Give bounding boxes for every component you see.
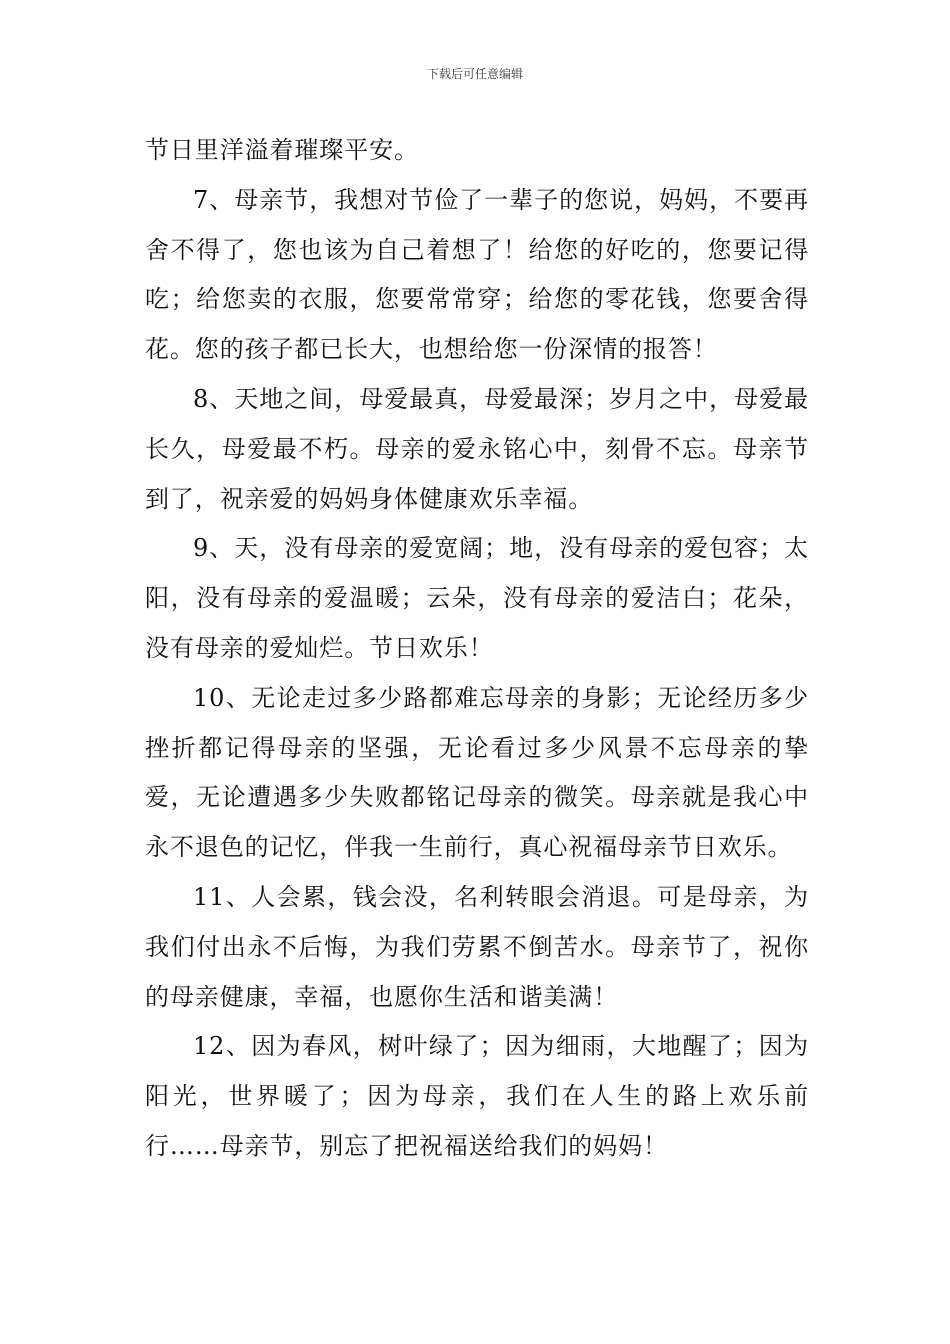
page-header: 下载后可任意编辑	[426, 67, 523, 81]
document-body	[145, 126, 809, 1172]
paragraph-item-11: 11、人会累，钱会没，名利转眼会消退。可是母亲，为我们付出永不后悔，为我们劳累不倒苦水。母亲节了，祝你的母亲健康，幸福，也愿你生活和谐美满！	[145, 882, 809, 1011]
paragraph-item-7: 7、母亲节，我想对节俭了一辈子的您说，妈妈，不要再舍不得了，您也该为自己着想了！给您的好吃的，您要记得吃；给您卖的衣服，您要常常穿；给您的零花钱，您要舍得花。您的孩子都已长大，也想给您一份深情的报答！	[145, 185, 809, 364]
paragraph-continuation: 节日里洋溢着璀璨平安。	[145, 136, 419, 164]
paragraph-item-10: 10、无论走过多少路都难忘母亲的身影；无论经历多少挫折都记得母亲的坚强，无论看过多少风景不忘母亲的挚爱，无论遭遇多少失败都铭记母亲的微笑。母亲就是我心中永不退色的记忆，伴我一生前行，真心祝福母亲节日欢乐。	[145, 683, 809, 862]
paragraph-item-8: 8、天地之间，母爱最真，母爱最深；岁月之中，母爱最长久，母爱最不朽。母亲的爱永铭心中，刻骨不忘。母亲节到了，祝亲爱的妈妈身体健康欢乐幸福。	[145, 384, 809, 513]
paragraph-item-9: 9、天，没有母亲的爱宽阔；地，没有母亲的爱包容；太阳，没有母亲的爱温暖；云朵，没有母亲的爱洁白；花朵，没有母亲的爱灿烂。节日欢乐！	[145, 534, 809, 662]
paragraph-item-12: 12、因为春风，树叶绿了；因为细雨，大地醒了；因为阳光，世界暖了；因为母亲，我们在人生的路上欢乐前行……母亲节，别忘了把祝福送给我们的妈妈！	[145, 1032, 809, 1160]
